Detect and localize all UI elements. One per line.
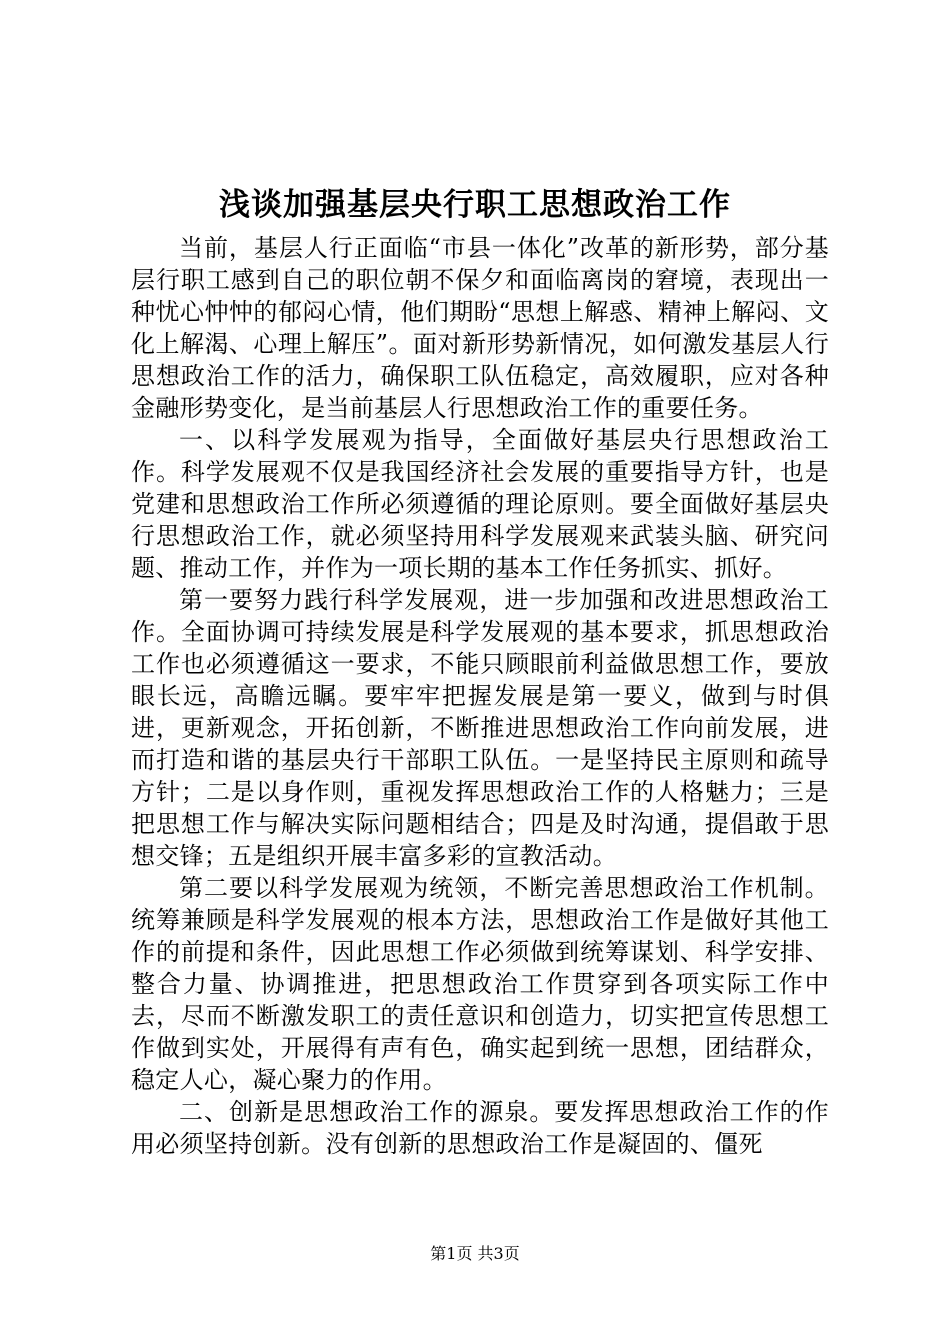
- paragraph-3: 第一要努力践行科学发展观，进一步加强和改进思想政治工作。全面协调可持续发展是科学发展观的基本要求，抓思想政治工作也必须遵循这一要求，不能只顾眼前利益做思想工作，要放眼长远，高瞻远瞩。要牢牢把握发展是第一要义，做到与时俱进，更新观念，开拓创新，不断推进思想政治工作向前发展，进而打造和谐的基层央行干部职工队伍。一是坚持民主原则和疏导方针；二是以身作则，重视发挥思想政治工作的人格魅力；三是把思想工作与解决实际问题相结合；四是及时沟通，提倡敢于思想交锋；五是组织开展丰富多彩的宣教活动。: [131, 586, 829, 870]
- paragraph-1: 当前，基层人行正面临“市县一体化”改革的新形势，部分基层行职工感到自己的职位朝不保夕和面临离岗的窘境，表现出一种忧心忡忡的郁闷心情，他们期盼“思想上解惑、精神上解闷、文化上解渴、心理上解压”。面对新形势新情况，如何激发基层人行思想政治工作的活力，确保职工队伍稳定，高效履职，应对各种金融形势变化，是当前基层人行思想政治工作的重要任务。: [131, 234, 829, 422]
- page-footer: 第1页 共3页: [430, 1244, 520, 1263]
- document-body: [131, 232, 829, 1160]
- document-title: 浅谈加强基层央行职工思想政治工作: [219, 187, 731, 223]
- paragraph-4: 第二要以科学发展观为统领，不断完善思想政治工作机制。统筹兼顾是科学发展观的根本方法，思想政治工作是做好其他工作的前提和条件，因此思想工作必须做到统筹谋划、科学安排、整合力量、协调推进，把思想政治工作贯穿到各项实际工作中去，尽而不断激发职工的责任意识和创造力，切实把宣传思想工作做到实处，开展得有声有色，确实起到统一思想，团结群众，稳定人心，凝心聚力的作用。: [131, 874, 829, 1094]
- paragraph-2: 一、以科学发展观为指导，全面做好基层央行思想政治工作。科学发展观不仅是我国经济社会发展的重要指导方针，也是党建和思想政治工作所必须遵循的理论原则。要全面做好基层央行思想政治工作，就必须坚持用科学发展观来武装头脑、研究问题、推动工作，并作为一项长期的基本工作任务抓实、抓好。: [131, 426, 829, 582]
- paragraph-5: 二、创新是思想政治工作的源泉。要发挥思想政治工作的作用必须坚持创新。没有创新的思想政治工作是凝固的、僵死: [131, 1098, 829, 1158]
